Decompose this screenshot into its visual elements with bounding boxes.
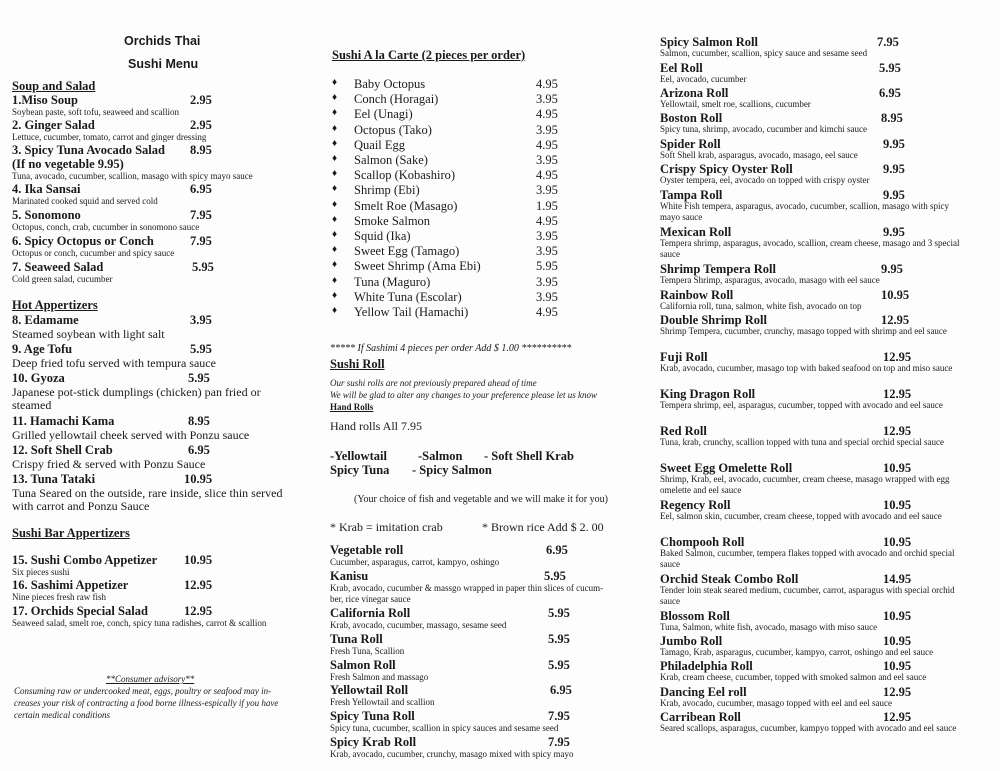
menu-item-price: 6.95	[550, 683, 572, 697]
a-la-carte-item-price: 4.95	[536, 213, 558, 228]
advisory-line: creases your risk of contracting a food borne illness-espically if you have	[14, 698, 279, 708]
roll-price: 10.95	[883, 535, 912, 549]
a-la-carte-item-name: Sweet Shrimp (Ama Ebi)	[354, 259, 481, 274]
roll-name: Double Shrimp Roll	[660, 313, 767, 327]
a-la-carte-item-price: 4.95	[536, 305, 558, 319]
a-la-carte-item	[332, 305, 572, 320]
roll-desc: Oyster tempera, eel, avocado on topped with crispy oyster	[660, 175, 870, 185]
a-la-carte-item	[332, 290, 572, 305]
roll-price: 12.95	[883, 387, 912, 401]
menu-item-desc: Cold green salad, cucumber	[12, 274, 113, 284]
roll-price: 9.95	[883, 188, 905, 202]
menu-item-price: 6.95	[188, 443, 210, 457]
menu-item-name: California Roll	[330, 606, 411, 620]
menu-item-price: 5.95	[544, 569, 566, 583]
menu-item-desc: Fresh Yellowtail and scallion	[330, 697, 435, 707]
menu-item-name: Spicy Krab Roll	[330, 735, 417, 749]
menu-item-name: 16. Sashimi Appetizer	[12, 578, 129, 592]
roll-name: Carribean Roll	[660, 710, 741, 724]
roll-desc: Tempera shrimp, asparagus, avocado, scallion, cream cheese, masago and 3 special sauce	[660, 238, 960, 259]
roll-price: 9.95	[883, 162, 905, 176]
krab-note: * Krab = imitation crab	[330, 520, 443, 534]
menu-item-name: 17. Orchids Special Salad	[12, 604, 148, 618]
a-la-carte-item-name: Shrimp (Ebi)	[354, 183, 420, 198]
a-la-carte-item	[332, 168, 572, 183]
soup-salad-heading: Soup and Salad	[12, 79, 96, 93]
roll-price: 10.95	[883, 634, 912, 648]
menu-item-desc: Fresh Salmon and massago	[330, 672, 429, 682]
menu-item-name: 1.Miso Soup	[12, 93, 78, 107]
menu-item-price: 5.95	[548, 632, 570, 646]
roll-price: 7.95	[877, 35, 899, 49]
sashimi-note: ***** If Sashimi 4 pieces per order Add $ 1.00 **********	[330, 343, 572, 354]
roll-name: Dancing Eel roll	[660, 685, 747, 699]
a-la-carte-item	[332, 92, 572, 107]
a-la-carte-item-price: 3.95	[536, 244, 558, 259]
roll-desc: Seared scallops, asparagus, cucumber, kampyo topped with avocado and eel sauce	[660, 723, 957, 733]
menu-item-desc: Steamed soybean with light salt	[12, 327, 165, 341]
middle-column	[326, 0, 646, 771]
sushi-bar-appetizers-heading: Sushi Bar Appertizers	[12, 526, 130, 540]
a-la-carte-item	[332, 107, 572, 122]
menu-item-name: 4. Ika Sansai	[12, 182, 81, 196]
roll-price: 9.95	[881, 262, 903, 276]
a-la-carte-item	[332, 259, 572, 274]
menu-item-name: Tuna Roll	[330, 632, 383, 646]
roll-price: 10.95	[881, 288, 910, 302]
menu-item-desc: Marinated cooked squid and served cold	[12, 196, 158, 206]
roll-name: Eel Roll	[660, 61, 703, 75]
menu-item-price: 7.95	[548, 709, 570, 723]
roll-name: Orchid Steak Combo Roll	[660, 572, 799, 586]
a-la-carte-item	[332, 275, 572, 290]
roll-price: 14.95	[883, 572, 912, 586]
menu-item-price: 7.95	[548, 735, 570, 749]
diamond-bullet-icon: ♦	[332, 305, 338, 316]
hand-rolls-heading: Hand Rolls	[330, 402, 374, 412]
a-la-carte-item-price: 4.95	[536, 77, 558, 91]
sushi-roll-heading: Sushi Roll	[330, 357, 385, 371]
menu-item-desc: Crispy fried & served with Ponzu Sauce	[12, 457, 206, 471]
diamond-bullet-icon: ♦	[332, 183, 338, 195]
a-la-carte-item-price: 3.95	[536, 274, 558, 289]
hand-roll-option: -Yellowtail	[330, 449, 387, 463]
diamond-bullet-icon: ♦	[332, 107, 338, 119]
a-la-carte-item-price: 3.95	[536, 92, 558, 107]
menu-item-desc-line2: ber, rice vinegar sauce	[330, 594, 411, 604]
menu-item-desc: Japanese pot-stick dumplings (chicken) pan fried or	[12, 385, 261, 399]
a-la-carte-item	[332, 153, 572, 168]
menu-item-desc: Spicy tuna, cucumber, scallion in spicy sauces and sesame seed	[330, 723, 559, 733]
roll-name: Boston Roll	[660, 111, 723, 125]
roll-name: Tampa Roll	[660, 188, 723, 202]
a-la-carte-item-name: Smoke Salmon	[354, 213, 431, 228]
advisory-line: Consuming raw or undercooked meat, eggs, poultry or seafood may in-	[14, 686, 272, 696]
roll-desc: Eel, avocado, cucumber	[660, 74, 747, 84]
roll-name: Shrimp Tempera Roll	[660, 262, 776, 276]
menu-item-name: 2. Ginger Salad	[12, 118, 95, 132]
roll-desc: Yellowtail, smelt roe, scallions, cucumber	[660, 99, 811, 109]
menu-item-name: Vegetable roll	[330, 543, 404, 557]
menu-item-name: 11. Hamachi Kama	[12, 414, 115, 428]
roll-name: Rainbow Roll	[660, 288, 734, 302]
roll-name: Jumbo Roll	[660, 634, 723, 648]
roll-price: 9.95	[883, 137, 905, 151]
a-la-carte-item-price: 3.95	[536, 229, 558, 243]
left-column	[8, 0, 320, 771]
menu-item-price: 3.95	[190, 313, 212, 327]
menu-item-name: 3. Spicy Tuna Avocado Salad	[12, 143, 165, 157]
a-la-carte-item	[332, 183, 572, 198]
menu-item-desc: Octopus, conch, crab, cucumber in sonomono sauce	[12, 222, 200, 232]
menu-item-desc: Krab, avocado, cucumber & massgo wrapped in paper thin slices of cucum-	[330, 583, 604, 593]
diamond-bullet-icon: ♦	[332, 229, 338, 240]
roll-desc: Krab, avocado, cucumber, masago top with baked seafood on top and miso sauce	[660, 363, 953, 373]
restaurant-name: Orchids Thai	[124, 34, 201, 48]
choice-note: (Your choice of fish and vegetable and we will make it for you)	[354, 494, 608, 505]
menu-item-desc: Grilled yellowtail cheek served with Ponzu sauce	[12, 428, 250, 442]
menu-item-name: 5. Sonomono	[12, 208, 81, 222]
a-la-carte-item	[332, 229, 572, 244]
roll-name: Spicy Salmon Roll	[660, 35, 758, 49]
roll-desc: White Fish tempera, asparagus, avocado, cucumber, scallion, masago with spicy mayo sauce	[660, 201, 950, 222]
a-la-carte-item-price: 1.95	[536, 198, 558, 213]
a-la-carte-item-name: Scallop (Kobashiro)	[354, 168, 456, 183]
roll-desc: California roll, tuna, salmon, white fish, avocado on top	[660, 301, 862, 311]
menu-item-name: 13. Tuna Tataki	[12, 472, 96, 486]
a-la-carte-item	[332, 138, 572, 153]
hand-roll-option: - Soft Shell Krab	[484, 449, 574, 463]
menu-item-desc: Tuna, avocado, cucumber, scallion, masago with spicy mayo sauce	[12, 171, 253, 181]
diamond-bullet-icon: ♦	[332, 198, 338, 210]
roll-name: Spider Roll	[660, 137, 721, 151]
menu-item-name: 8. Edamame	[12, 313, 79, 327]
menu-item-price: 8.95	[188, 414, 210, 428]
menu-item-price: 12.95	[184, 578, 213, 592]
a-la-carte-heading: Sushi A la Carte (2 pieces per order)	[332, 48, 526, 62]
a-la-carte-item-name: Salmon (Sake)	[354, 153, 428, 167]
menu-item-name: 7. Seaweed Salad	[12, 260, 104, 274]
menu-item-desc: Krab, avocado, cucumber, massago, sesame seed	[330, 620, 507, 630]
a-la-carte-item-name: Squid (Ika)	[354, 229, 411, 243]
a-la-carte-item-price: 3.95	[536, 183, 558, 198]
roll-desc: Shrimp, Krab, eel, avocado, cucumber, cream cheese, masago wrapped with egg omelette and eel sauce	[660, 474, 950, 495]
roll-name: Regency Roll	[660, 498, 731, 512]
menu-item-name: 6. Spicy Octopus or Conch	[12, 234, 154, 248]
menu-item-price: 7.95	[190, 234, 212, 248]
roll-price: 8.95	[881, 111, 903, 125]
a-la-carte-item-price: 4.95	[536, 137, 558, 152]
hand-roll-option: -Salmon	[418, 449, 463, 463]
roll-name: King Dragon Roll	[660, 387, 756, 401]
roll-name: Fuji Roll	[660, 350, 708, 364]
menu-item-price: 5.95	[192, 260, 214, 274]
menu-item-desc-line2: steamed	[12, 398, 52, 412]
diamond-bullet-icon: ♦	[332, 122, 338, 134]
diamond-bullet-icon: ♦	[332, 168, 338, 180]
roll-name: Blossom Roll	[660, 609, 730, 623]
a-la-carte-item-price: 3.95	[536, 122, 558, 137]
roll-name: Crispy Spicy Oyster Roll	[660, 162, 793, 176]
roll-price: 5.95	[879, 61, 901, 75]
roll-desc: Tuna, krab, crunchy, scallion topped with tuna and special orchid special sauce	[660, 437, 945, 447]
roll-desc: Shrimp Tempera, cucumber, crunchy, masago topped with shrimp and eel sauce	[660, 326, 947, 336]
roll-desc: Tempera Shrimp, asparagus, avocado, masago with eel sauce	[660, 275, 880, 285]
roll-price: 12.95	[883, 350, 912, 364]
right-column	[655, 0, 997, 771]
diamond-bullet-icon: ♦	[332, 137, 338, 149]
a-la-carte-item-name: Tuna (Maguro)	[354, 274, 431, 289]
diamond-bullet-icon: ♦	[332, 259, 338, 271]
menu-item-desc: Octopus or conch, cucumber and spicy sauce	[12, 248, 175, 258]
a-la-carte-item-name: Octopus (Tako)	[354, 122, 432, 137]
menu-item-price: 5.95	[190, 342, 212, 356]
diamond-bullet-icon: ♦	[332, 153, 338, 164]
menu-item-desc: Seaweed salad, smelt roe, conch, spicy tuna radishes, carrot & scallion	[12, 618, 267, 628]
menu-item-name-line2: (If no vegetable 9.95)	[12, 157, 124, 171]
menu-title: Sushi Menu	[128, 57, 199, 71]
advisory-line: certain medical conditions	[14, 710, 110, 720]
roll-desc: Tamago, Krab, asparagus, cucumber, kampyo, carrot, oshingo and eel sauce	[660, 647, 934, 657]
a-la-carte-item-price: 4.95	[536, 107, 558, 122]
menu-item-price: 6.95	[546, 543, 568, 557]
menu-item-desc: Deep fried tofu served with tempura sauce	[12, 356, 216, 370]
menu-item-price: 12.95	[184, 604, 213, 618]
menu-item-desc: Cucumber, asparagus, carrot, kampyo, oshingo	[330, 557, 500, 567]
roll-name: Red Roll	[660, 424, 707, 438]
roll-desc: Tuna, Salmon, white fish, avocado, masago with miso sauce	[660, 622, 878, 632]
a-la-carte-item	[332, 77, 572, 92]
a-la-carte-item-price: 5.95	[536, 259, 558, 274]
brown-rice-note: * Brown rice Add $ 2. 00	[482, 520, 604, 534]
roll-price: 12.95	[883, 424, 912, 438]
roll-price: 10.95	[883, 609, 912, 623]
diamond-bullet-icon: ♦	[332, 77, 338, 88]
sushi-roll-note: Our sushi rolls are not previously prepared ahead of time	[330, 378, 537, 388]
roll-price: 10.95	[883, 498, 912, 512]
diamond-bullet-icon: ♦	[332, 289, 338, 301]
menu-item-desc: Fresh Tuna, Scallion	[330, 646, 405, 656]
roll-price: 12.95	[883, 710, 912, 724]
roll-name: Mexican Roll	[660, 225, 732, 239]
menu-item-desc: Nine pieces fresh raw fish	[12, 592, 106, 602]
roll-desc: Krab, cream cheese, cucumber, topped with smoked salmon and eel sauce	[660, 672, 927, 682]
menu-item-name: 10. Gyoza	[12, 371, 65, 385]
menu-item-price: 6.95	[190, 182, 212, 196]
roll-price: 12.95	[881, 313, 910, 327]
roll-desc: Krab, avocado, cucumber, masago topped with eel and eel sauce	[660, 698, 893, 708]
diamond-bullet-icon: ♦	[332, 92, 338, 104]
sushi-roll-note: We will be glad to alter any changes to your preference please let us know	[330, 390, 597, 400]
diamond-bullet-icon: ♦	[332, 244, 338, 256]
menu-item-price: 10.95	[184, 472, 213, 486]
menu-item-name: Yellowtail Roll	[330, 683, 409, 697]
menu-item-name: Kanisu	[330, 569, 369, 583]
menu-item-name: 15. Sushi Combo Appetizer	[12, 553, 158, 567]
menu-item-desc: Six pieces sushi	[12, 567, 70, 577]
menu-item-desc: Tuna Seared on the outside, rare inside, slice thin served	[12, 486, 283, 500]
menu-item-price: 8.95	[190, 143, 212, 157]
hot-appetizers-heading: Hot Appertizers	[12, 298, 98, 312]
menu-item-name: Spicy Tuna Roll	[330, 709, 415, 723]
menu-item-price: 5.95	[548, 658, 570, 672]
advisory-title: **Consumer advisory**	[106, 674, 195, 684]
hand-roll-option: Spicy Tuna	[330, 463, 390, 477]
roll-desc: Baked Salmon, cucumber, tempera flakes topped with avocado and orchid special sauce	[660, 548, 955, 569]
a-la-carte-item-name: Eel (Unagi)	[354, 107, 413, 122]
menu-item-desc: Lettuce, cucumber, tomato, carrot and ginger dressing	[12, 132, 207, 142]
a-la-carte-item	[332, 199, 572, 214]
menu-item-name: Salmon Roll	[330, 658, 396, 672]
roll-price: 10.95	[883, 461, 912, 475]
roll-desc: Tempera shrimp, eel, asparagus, cucumber, topped with avocado and eel sauce	[660, 400, 943, 410]
menu-item-desc-line2: with carrot and Ponzu Sauce	[12, 499, 150, 513]
a-la-carte-item-price: 3.95	[536, 289, 558, 304]
roll-desc: Tender loin steak seared medium, cucumber, carrot, asparagus with special orchid sauce	[660, 585, 955, 606]
menu-item-price: 2.95	[190, 118, 212, 132]
menu-item-price: 2.95	[190, 93, 212, 107]
menu-item-price: 5.95	[188, 371, 210, 385]
menu-item-desc: Soybean paste, soft tofu, seaweed and scallion	[12, 107, 179, 117]
a-la-carte-item	[332, 123, 572, 138]
a-la-carte-item-price: 3.95	[536, 153, 558, 167]
menu-item-price: 7.95	[190, 208, 212, 222]
a-la-carte-item-name: Baby Octopus	[354, 77, 426, 91]
a-la-carte-item	[332, 244, 572, 259]
a-la-carte-item	[332, 214, 572, 229]
a-la-carte-item-name: Quail Egg	[354, 137, 406, 152]
a-la-carte-item-name: Sweet Egg (Tamago)	[354, 244, 460, 259]
diamond-bullet-icon: ♦	[332, 213, 338, 225]
menu-item-name: 9. Age Tofu	[12, 342, 73, 356]
a-la-carte-item-price: 4.95	[536, 168, 558, 183]
a-la-carte-item-name: Conch (Horagai)	[354, 92, 439, 107]
roll-price: 10.95	[883, 659, 912, 673]
roll-desc: Eel, salmon skin, cucumber, cream cheese, topped with avocado and eel sauce	[660, 511, 942, 521]
roll-name: Arizona Roll	[660, 86, 729, 100]
roll-name: Chompooh Roll	[660, 535, 745, 549]
roll-name: Sweet Egg Omelette Roll	[660, 461, 793, 475]
a-la-carte-item-name: Yellow Tail (Hamachi)	[354, 305, 469, 319]
menu-item-name: 12. Soft Shell Crab	[12, 443, 113, 457]
roll-price: 12.95	[883, 685, 912, 699]
hand-roll-option: - Spicy Salmon	[412, 463, 492, 477]
roll-name: Philadelphia Roll	[660, 659, 753, 673]
roll-price: 6.95	[879, 86, 901, 100]
menu-item-price: 5.95	[548, 606, 570, 620]
a-la-carte-item-name: White Tuna (Escolar)	[354, 289, 462, 304]
hand-rolls-price: Hand rolls All 7.95	[330, 419, 422, 433]
roll-price: 9.95	[883, 225, 905, 239]
menu-item-desc: Krab, avocado, cucumber, crunchy, masago mixed with spicy mayo	[330, 749, 574, 759]
menu-item-price: 10.95	[184, 553, 213, 567]
roll-desc: Soft Shell krab, asparagus, avocado, masago, eel sauce	[660, 150, 858, 160]
a-la-carte-item-name: Smelt Roe (Masago)	[354, 198, 458, 213]
roll-desc: Spicy tuna, shrimp, avocado, cucumber and kimchi sauce	[660, 124, 867, 134]
roll-desc: Salmon, cucumber, scallion, spicy sauce and sesame seed	[660, 48, 868, 58]
diamond-bullet-icon: ♦	[332, 274, 338, 286]
